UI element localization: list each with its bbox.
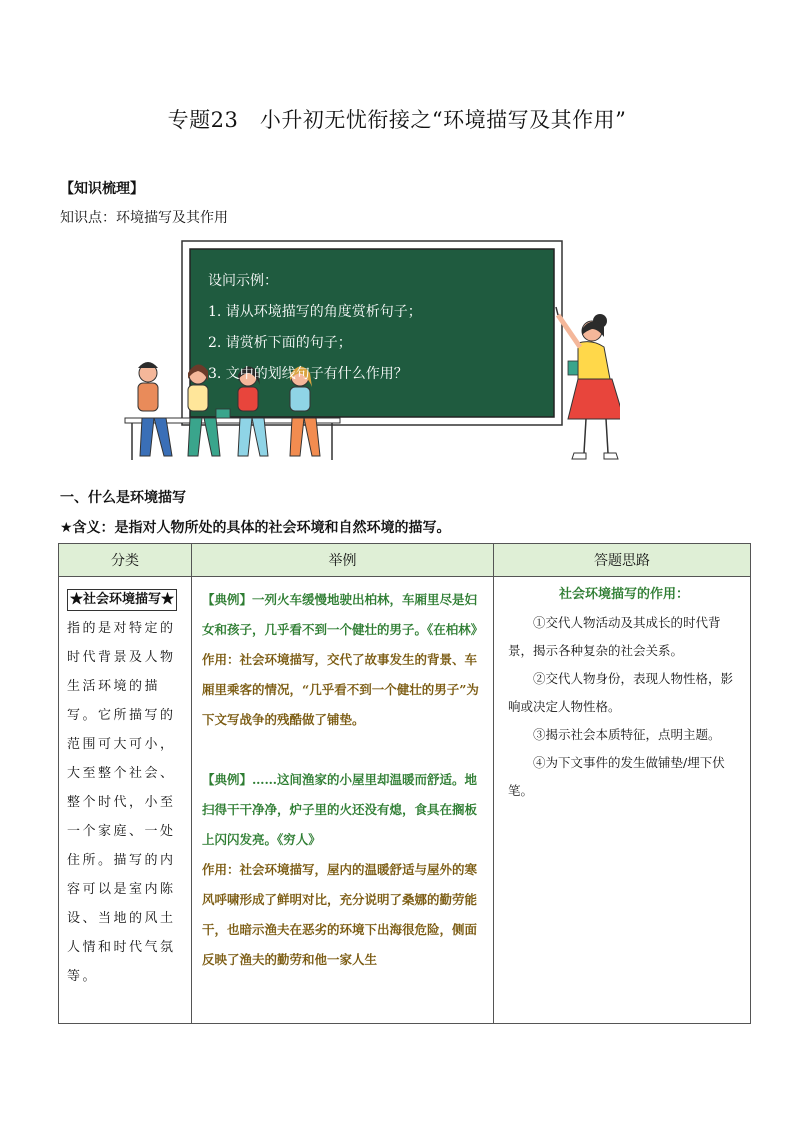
effect-2: 作用：社会环境描写，屋内的温暖舒适与屋外的寒风呼啸形成了鲜明对比，充分说明了桑娜的勤劳能干，也暗示渔夫在恶劣的环境下出海很危险，侧面反映了渔夫的勤劳和他一家人生 [202, 862, 478, 967]
environment-table [58, 543, 751, 1024]
effect-1: 作用：社会环境描写，交代了故事发生的背景、车厢里乘客的情况，“几乎看不到一个健壮的男子”为下文写战争的残酷做了铺垫。 [202, 652, 479, 727]
board-heading: 设问示例： [208, 273, 278, 289]
answer-item-3: ③揭示社会本质特征，点明主题。 [533, 727, 721, 742]
category-description: 指的是对特定的时代背景及人物生活环境的描写。它所描写的范围可大可小，大至整个社会、整个时代，小至一个家庭、一处住所。描写的内容可以是室内陈设、当地的风土人情和时代气氛等。 [67, 621, 176, 984]
definition: ★含义：是指对人物所处的具体的社会环境和自然环境的描写。 [60, 520, 451, 536]
answer-title: 社会环境描写的作用： [558, 587, 689, 602]
classroom-illustration [120, 235, 620, 465]
answer-item-2: ②交代人物身份，表现人物性格，影响或决定人物性格。 [508, 671, 734, 714]
category-title: ★社会环境描写★ [67, 589, 177, 611]
board-item-2: 2. 请赏析下面的句子； [208, 335, 352, 351]
example-cell [192, 577, 494, 1024]
section-label: 【知识梳理】 [60, 181, 144, 197]
section-heading: 一、什么是环境描写 [60, 490, 186, 506]
table-header-row [59, 544, 751, 577]
category-cell [59, 577, 192, 1024]
knowledge-point: 知识点：环境描写及其作用 [60, 210, 228, 226]
header-example: 举例 [192, 544, 494, 577]
board-item-3: 3. 文中的划线句子有什么作用？ [208, 366, 408, 382]
header-approach: 答题思路 [494, 544, 751, 577]
approach-cell [494, 577, 751, 1024]
table-row [59, 577, 751, 1024]
classroom-picture [120, 235, 620, 465]
header-category: 分类 [59, 544, 192, 577]
board-item-1: 1. 请从环境描写的角度赏析句子； [208, 304, 422, 320]
answer-item-4: ④为下文事件的发生做铺垫/埋下伏笔。 [508, 755, 725, 798]
example-2: 【典例】……这间渔家的小屋里却温暖而舒适。地扫得干干净净，炉子里的火还没有熄，食具在搁板上闪闪发亮。《穷人》 [202, 772, 478, 847]
answer-item-1: ①交代人物活动及其成长的时代背景，揭示各种复杂的社会关系。 [508, 615, 721, 658]
example-1: 【典例】一列火车缓慢地驶出柏林，车厢里尽是妇女和孩子，几乎看不到一个健壮的男子。《在柏林》 [202, 592, 484, 637]
page-title: 专题23 小升初无忧衔接之“环境描写及其作用” [167, 108, 627, 132]
